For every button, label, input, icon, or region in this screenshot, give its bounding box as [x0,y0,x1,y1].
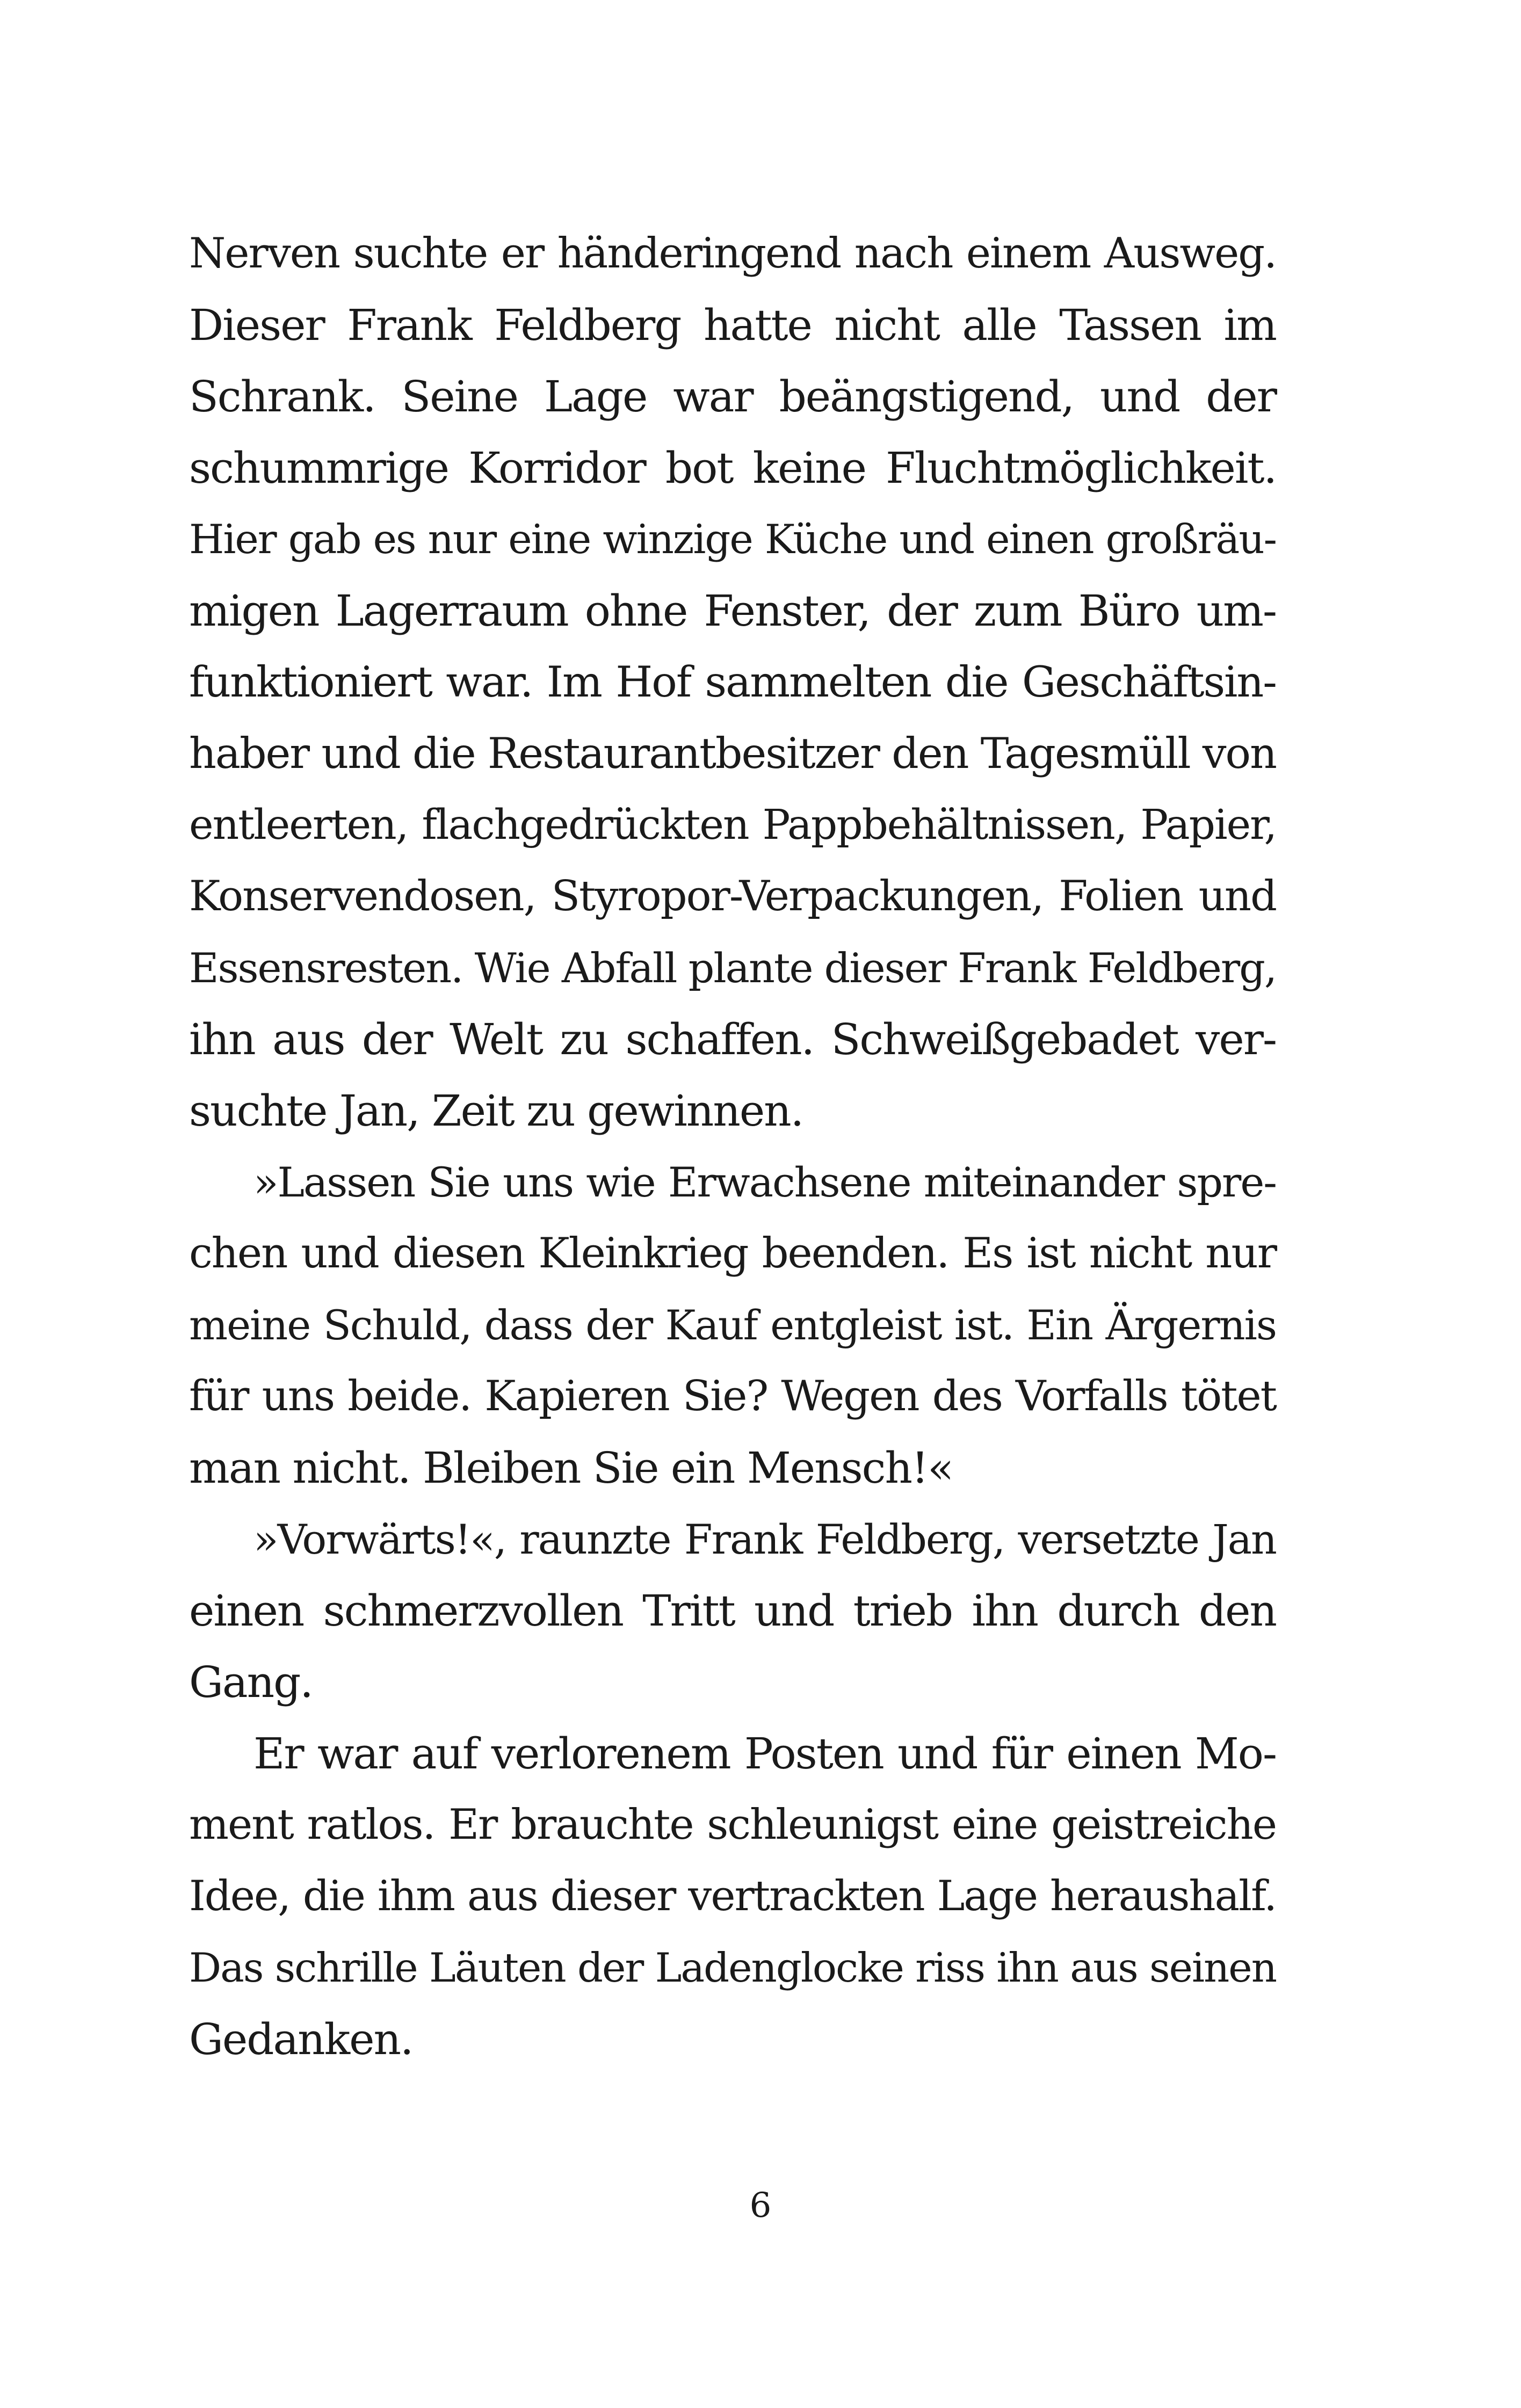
text-line: für uns beide. Kapieren Sie? Wegen des Vorfalls tötet [189,1372,1276,1420]
text-line: Er war auf verlorenem Posten und für einen Mo- [253,1729,1276,1779]
text-line: migen Lagerraum ohne Fenster, der zum Büro um- [189,586,1276,636]
text-line: »Lassen Sie uns wie Erwachsene miteinander spre- [253,1158,1276,1206]
text-line: suchte Jan, Zeit zu gewinnen. [189,1086,803,1136]
text-line: schummrige Korridor bot keine Fluchtmöglichkeit. [189,443,1276,493]
text-line: Konservendosen, Styropor-Verpackungen, Folien und [189,872,1276,920]
text-line: Nerven suchte er händeringend nach einem Ausweg. [189,229,1276,278]
text-line: man nicht. Bleiben Sie ein Mensch!« [189,1443,953,1493]
page-number: 6 [749,2186,772,2225]
text-line: Gedanken. [189,2014,413,2064]
text-line: Hier gab es nur eine winzige Küche und einen großräu- [189,516,1276,563]
text-line: »Vorwärts!«, raunzte Frank Feldberg, versetzte Jan [253,1515,1276,1563]
text-line: funktioniert war. Im Hof sammelten die Geschäftsin- [189,657,1276,707]
text-line: chen und diesen Kleinkrieg beenden. Es ist nicht nur [189,1229,1276,1278]
text-line: haber und die Restaurantbesitzer den Tagesmüll von [189,729,1276,778]
text-line: Idee, die ihm aus dieser vertrackten Lage heraushalf. [189,1872,1276,1920]
text-line: Schrank. Seine Lage war beängstigend, und der [189,372,1276,422]
text-line: einen schmerzvollen Tritt und trieb ihn durch den [189,1586,1276,1636]
text-line: meine Schuld, dass der Kauf entgleist ist. Ein Ärgernis [189,1301,1276,1349]
text-line: Dieser Frank Feldberg hatte nicht alle Tassen im [189,300,1276,350]
text-line: Gang. [189,1657,313,1707]
text-line: ihn aus der Welt zu schaffen. Schweißgebadet ver- [189,1014,1276,1064]
text-line: entleerten, flachgedrückten Pappbehältnissen, Papier, [189,801,1276,849]
text-line: Das schrille Läuten der Ladenglocke riss ihn aus seinen [189,1944,1276,1991]
body-text [189,218,1276,2075]
text-line: ment ratlos. Er brauchte schleunigst eine geistreiche [189,1801,1276,1849]
text-line: Essensresten. Wie Abfall plante dieser Frank Feldberg, [189,944,1276,992]
